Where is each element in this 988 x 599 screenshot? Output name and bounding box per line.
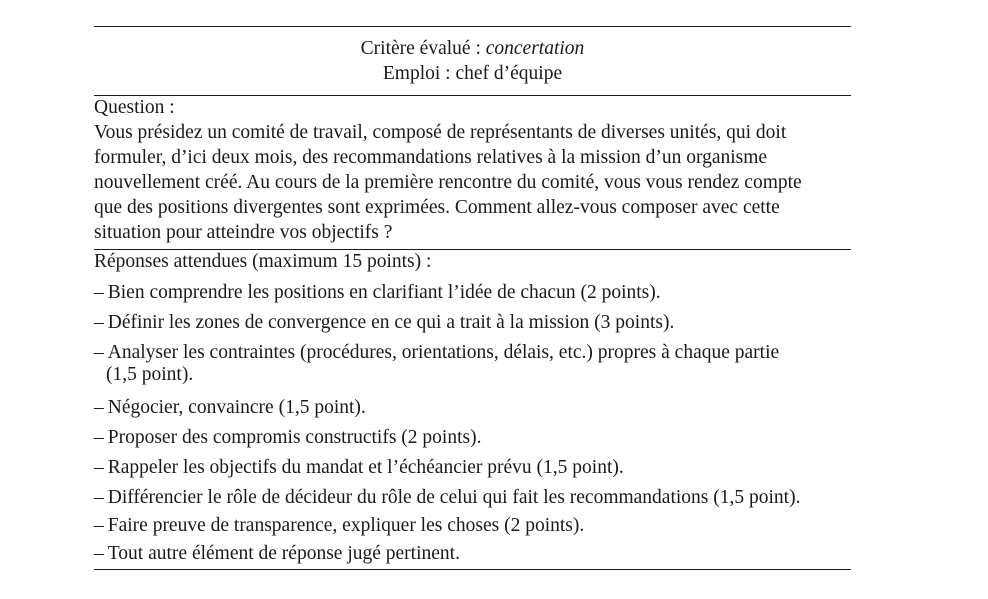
top-rule bbox=[94, 26, 851, 27]
bullet-dash: – bbox=[94, 457, 104, 478]
answer-item bbox=[94, 312, 851, 334]
answer-text: Proposer des compromis constructifs (2 points). bbox=[107, 427, 482, 448]
answer-item bbox=[94, 397, 851, 419]
question-rule bbox=[94, 249, 851, 250]
answers-label: Réponses attendues (maximum 15 points) : bbox=[94, 251, 432, 272]
answer-text: Définir les zones de convergence en ce qui a trait à la mission (3 points). bbox=[107, 312, 675, 333]
bullet-dash: – bbox=[94, 342, 104, 363]
answer-item bbox=[94, 543, 851, 565]
bottom-rule bbox=[94, 569, 851, 570]
answer-item bbox=[94, 457, 851, 479]
question-line-3: nouvellement créé. Au cours de la première rencontre du comité, vous vous rendez compte bbox=[94, 172, 802, 193]
bullet-dash: – bbox=[94, 427, 104, 448]
answer-text: Bien comprendre les positions en clarifiant l’idée de chacun (2 points). bbox=[107, 282, 661, 303]
question-line-5: situation pour atteindre vos objectifs ? bbox=[94, 222, 393, 243]
answer-item bbox=[94, 342, 851, 386]
answer-item bbox=[94, 487, 851, 509]
answer-text: Négocier, convaincre (1,5 point). bbox=[107, 397, 366, 418]
question-label: Question : bbox=[94, 97, 175, 118]
job-heading: Emploi : chef d’équipe bbox=[382, 63, 563, 84]
bullet-dash: – bbox=[94, 543, 104, 564]
answer-text-continued: (1,5 point). bbox=[106, 364, 194, 385]
answer-text: Tout autre élément de réponse jugé pertinent. bbox=[107, 543, 460, 564]
question-line-1: Vous présidez un comité de travail, composé de représentants de diverses unités, qui doit bbox=[94, 122, 787, 143]
bullet-dash: – bbox=[94, 397, 104, 418]
bullet-dash: – bbox=[94, 515, 104, 536]
answer-item bbox=[94, 282, 851, 304]
answer-text: Différencier le rôle de décideur du rôle de celui qui fait les recommandations (1,5 point). bbox=[107, 487, 801, 508]
answer-text: Analyser les contraintes (procédures, orientations, délais, etc.) propres à chaque partie bbox=[107, 342, 780, 363]
criterion-label: Critère évalué : bbox=[360, 38, 481, 59]
header-rule bbox=[94, 95, 851, 96]
answer-item bbox=[94, 427, 851, 449]
bullet-dash: – bbox=[94, 312, 104, 333]
bullet-dash: – bbox=[94, 487, 104, 508]
question-line-4: que des positions divergentes sont exprimées. Comment allez-vous composer avec cette bbox=[94, 197, 780, 218]
bullet-dash: – bbox=[94, 282, 104, 303]
answer-text: Rappeler les objectifs du mandat et l’échéancier prévu (1,5 point). bbox=[107, 457, 624, 478]
criterion-value: concertation bbox=[485, 38, 585, 59]
criterion-heading bbox=[94, 38, 851, 60]
answer-item bbox=[94, 515, 851, 537]
question-line-2: formuler, d’ici deux mois, des recommandations relatives à la mission d’un organisme bbox=[94, 147, 768, 168]
answer-text: Faire preuve de transparence, expliquer les choses (2 points). bbox=[107, 515, 585, 536]
